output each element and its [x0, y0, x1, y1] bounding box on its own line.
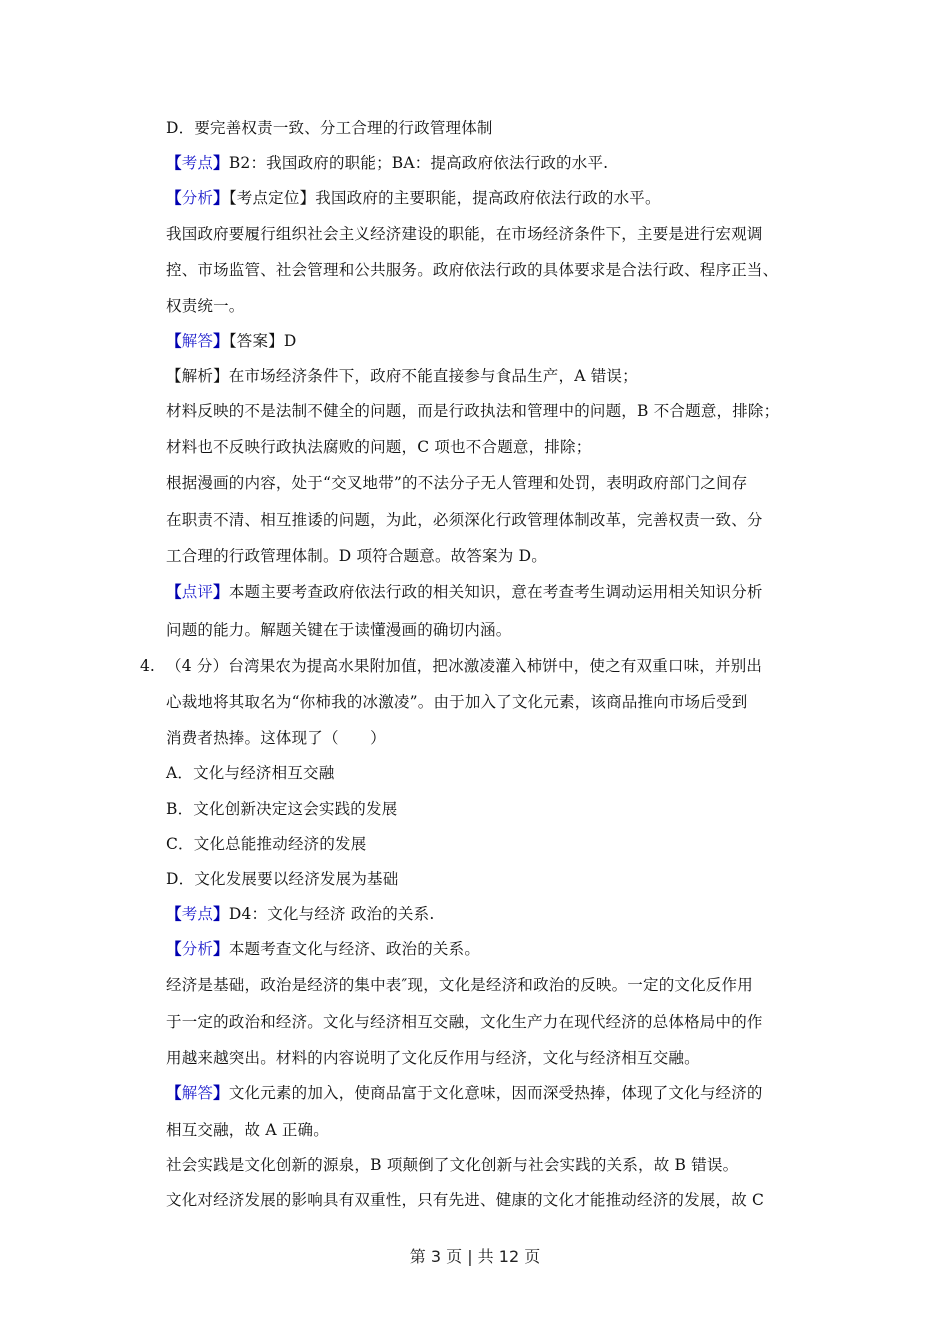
dianping-text: 本题主要考查政府依法行政的相关知识，意在考查考生调动运用相关知识分析 — [228, 583, 763, 601]
q4-option-c: C．文化总能推动经济的发展 — [166, 835, 367, 853]
q4-option-a: A．文化与经济相互交融 — [166, 764, 335, 782]
q4-stem-line: 消费者热捧。这体现了（ ） — [166, 729, 386, 747]
q3-jiexi-line: 【解析】在市场经济条件下，政府不能直接参与食品生产，A 错误； — [166, 367, 638, 385]
q4-fenxi-line: 用越来越突出。材料的内容说明了文化反作用与经济，文化与经济相互交融。 — [166, 1049, 700, 1067]
q3-jiexi-line: 材料反映的不是法制不健全的问题，而是行政执法和管理中的问题，B 不合题意，排除； — [166, 402, 780, 420]
q3-fenxi-line: 我国政府要履行组织社会主义经济建设的职能，在市场经济条件下，主要是进行宏观调 — [166, 225, 763, 243]
q4-fenxi-line: 经济是基础，政治是经济的集中表″现，文化是经济和政治的反映。一定的文化反作用 — [166, 976, 753, 994]
q4-stem-line: 心裁地将其取名为“你柿我的冰激凌”。由于加入了文化元素，该商品推向市场后受到 — [166, 693, 748, 711]
q4-jieda-line: 相互交融，故 A 正确。 — [166, 1121, 329, 1139]
jieda-label: 【解答】 — [166, 1083, 229, 1102]
q3-jiexi-line: 工合理的行政管理体制。D 项符合题意。故答案为 D。 — [166, 547, 547, 565]
q3-jieda — [166, 331, 297, 351]
fenxi-label: 【分析】 — [166, 939, 229, 958]
kaodian-label: 【考点】 — [166, 153, 229, 172]
q3-fenxi-line: 控、市场监管、社会管理和公共服务。政府依法行政的具体要求是合法行政、程序正当、 — [166, 261, 779, 279]
kaodian-label: 【考点】 — [166, 904, 229, 923]
q4-number: 4. — [140, 657, 155, 675]
q4-jieda — [166, 1083, 763, 1103]
dianping-label: 【点评】 — [166, 582, 229, 601]
q3-fenxi-line: 权责统一。 — [166, 297, 245, 315]
q4-fenxi — [166, 939, 480, 959]
q3-option-d: D．要完善权责一致、分工合理的行政管理体制 — [166, 119, 493, 137]
jieda-text: 文化元素的加入，使商品富于文化意味，因而深受热捧，体现了文化与经济的 — [228, 1084, 763, 1102]
jieda-text: 【答案】D — [228, 332, 297, 350]
q4-fenxi-line: 于一定的政治和经济。文化与经济相互交融，文化生产力在现代经济的总体格局中的作 — [166, 1013, 763, 1031]
q4-option-b: B．文化创新决定这会实践的发展 — [166, 800, 398, 818]
q4-jieda-line: 文化对经济发展的影响具有双重性，只有先进、健康的文化才能推动经济的发展，故 C — [166, 1191, 765, 1209]
q3-jiexi-line: 根据漫画的内容，处于“交叉地带”的不法分子无人管理和处罚，表明政府部门之间存 — [166, 474, 748, 492]
q4-stem-line: （4 分）台湾果农为提高水果附加值，把冰激凌灌入柿饼中，使之有双重口味，并别出 — [166, 657, 763, 675]
fenxi-label: 【分析】 — [166, 188, 229, 207]
page-indicator: 第 3 页 | 共 12 页 — [409, 1247, 541, 1266]
q3-dianping-line: 问题的能力。解题关键在于读懂漫画的确切内涵。 — [166, 621, 512, 639]
q3-kaodian — [166, 153, 608, 173]
q3-jiexi-line: 材料也不反映行政执法腐败的问题，C 项也不合题意，排除； — [166, 438, 592, 456]
q3-fenxi — [166, 188, 661, 208]
kaodian-text: B2：我国政府的职能；BA：提高政府依法行政的水平. — [228, 154, 609, 172]
fenxi-text: 【考点定位】我国政府的主要职能，提高政府依法行政的水平。 — [228, 189, 661, 207]
kaodian-text: D4：文化与经济 政治的关系. — [228, 905, 435, 923]
jieda-label: 【解答】 — [166, 331, 229, 350]
q4-option-d: D．文化发展要以经济发展为基础 — [166, 870, 399, 888]
q3-jiexi-line: 在职责不清、相互推诿的问题，为此，必须深化行政管理体制改革，完善权责一致、分 — [166, 511, 763, 529]
q4-jieda-line: 社会实践是文化创新的源泉，B 项颠倒了文化创新与社会实践的关系，故 B 错误。 — [166, 1156, 739, 1174]
q3-dianping — [166, 582, 763, 602]
q4-kaodian — [166, 904, 434, 924]
fenxi-text: 本题考查文化与经济、政治的关系。 — [228, 940, 481, 958]
